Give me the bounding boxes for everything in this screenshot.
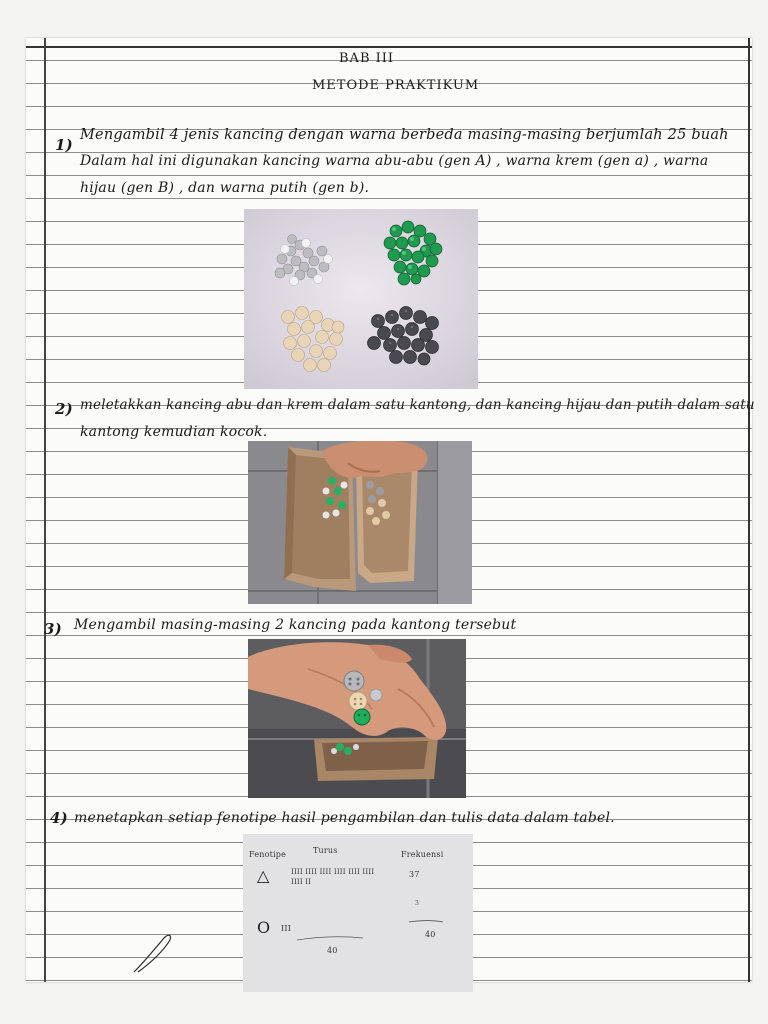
tally-row2-tally: III bbox=[281, 924, 292, 933]
step-4-number: 4) bbox=[50, 809, 68, 827]
margin-rule bbox=[44, 38, 46, 982]
step-1-number: 1) bbox=[55, 136, 73, 154]
step-2-line-2: kantong kemudian kocok. bbox=[80, 424, 268, 440]
chapter-heading: BAB III bbox=[339, 51, 395, 66]
tally-row1-tally-2: IIII II bbox=[291, 878, 312, 886]
tally-row2-symbol: O bbox=[257, 918, 271, 937]
tally-col-frekuensi: Frekuensi bbox=[401, 850, 444, 859]
step-1-line-3: hijau (gen B) , dan warna putih (gen b). bbox=[80, 180, 370, 196]
tally-total-left: 40 bbox=[327, 946, 338, 955]
step-3-number: 3) bbox=[44, 620, 62, 638]
tally-col-fenotipe: Fenotipe bbox=[249, 850, 287, 859]
step-3-line-1: Mengambil masing-masing 2 kancing pada kantong tersebut bbox=[74, 617, 517, 633]
tally-row1-symbol: △ bbox=[257, 866, 270, 885]
step-4-line-1: menetapkan setiap fenotipe hasil pengambilan dan tulis data dalam tabel. bbox=[74, 810, 615, 826]
tally-underlines bbox=[243, 834, 473, 992]
photo-hand-buttons bbox=[248, 639, 466, 798]
page-title: METODE PRAKTIKUM bbox=[312, 78, 480, 93]
right-rule bbox=[748, 38, 750, 982]
tally-row1-small: 3 bbox=[415, 900, 420, 907]
step-1-line-1: Mengambil 4 jenis kancing dengan warna berbeda masing-masing berjumlah 25 buah bbox=[80, 127, 729, 143]
photo-button-groups bbox=[244, 209, 478, 389]
step-2-number: 2) bbox=[55, 400, 73, 418]
tally-row1-tally: IIII IIII IIII IIII IIII IIII bbox=[291, 868, 375, 876]
step-2-line-1: meletakkan kancing abu dan krem dalam satu kantong, dan kancing hijau dan putih dalam satu bbox=[80, 397, 755, 413]
step-1-line-2: Dalam hal ini digunakan kancing warna abu-abu (gen A) , warna krem (gen a) , warna bbox=[80, 153, 709, 169]
photo-tally-sheet bbox=[243, 834, 473, 992]
pen-scribble bbox=[130, 928, 180, 976]
tally-col-turus: Turus bbox=[313, 846, 338, 855]
tally-row1-freq: 37 bbox=[409, 870, 420, 879]
top-rule bbox=[26, 46, 752, 48]
tally-total-right: 40 bbox=[425, 930, 436, 939]
photo-paper-bags bbox=[248, 441, 472, 604]
